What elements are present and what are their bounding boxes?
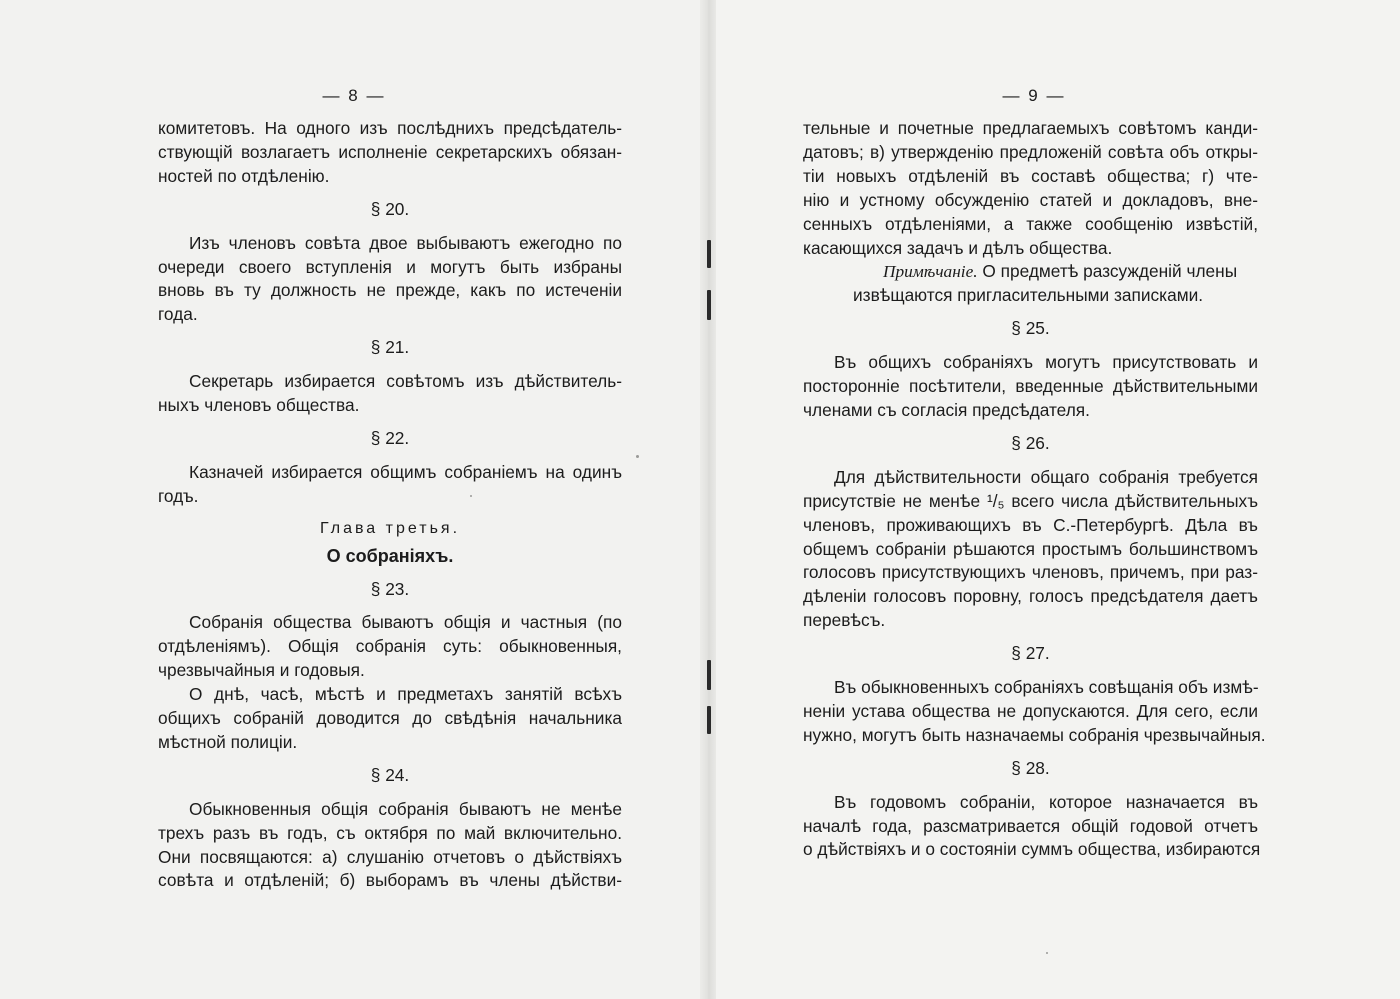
- text-line: Секретарь избирается совѣтомъ изъ дѣйствитель-: [189, 371, 622, 392]
- page-text: [803, 117, 1266, 862]
- text-line: дѣленіи голосовъ поровну, голосъ предсѣдателя даетъ: [803, 586, 1258, 607]
- staple-mark: [707, 706, 711, 734]
- text-line: началѣ года, разсматривается общій годовой отчетъ: [803, 815, 1258, 836]
- text-line: ныхъ членовъ общества.: [158, 395, 360, 416]
- text-line: о дѣйствіяхъ и о состояніи суммъ общества, избираются: [803, 839, 1261, 860]
- text-line: касающихся задачъ и дѣлъ общества.: [803, 237, 1113, 258]
- text-line: перевѣсъ.: [803, 610, 886, 631]
- text-line: членами съ согласія предсѣдателя.: [803, 399, 1090, 420]
- text-line: нужно, могутъ быть назначаемы собранія чрезвычайныя.: [803, 724, 1266, 745]
- note-line: [803, 260, 1258, 284]
- text-line: сенныхъ отдѣленіями, а также сообщенію извѣстій,: [803, 213, 1258, 234]
- text-line: отдѣленіямъ). Общія собранія суть: обыкновенныя,: [158, 636, 622, 657]
- staple-mark: [707, 290, 711, 320]
- text-line: Они посвящаются: а) слушанію отчетовъ о дѣйствіяхъ: [158, 846, 622, 867]
- text-line: совѣта и отдѣленій; б) выборамъ въ члены дѣйстви-: [158, 870, 622, 891]
- page-text: [158, 117, 622, 893]
- text-line: общемъ собраніи рѣшаются простымъ большинствомъ: [803, 538, 1258, 559]
- text-line: нію и устному обсужденію статей и докладовъ, вне-: [803, 189, 1258, 210]
- text-line: датовъ; в) утвержденію предложеній совѣта объ откры-: [803, 141, 1258, 162]
- section-heading: § 21.: [370, 337, 410, 358]
- paper-speck: [470, 495, 472, 497]
- section-heading: § 28.: [1011, 757, 1050, 778]
- page-number: — 8 —: [322, 86, 386, 105]
- text-line: неніи устава общества не допускаются. Для сего, если: [803, 700, 1258, 721]
- section-heading: § 27.: [1011, 643, 1050, 664]
- note-label: Примѣчаніе.: [883, 262, 978, 282]
- section-heading: § 25.: [1011, 318, 1050, 339]
- text-line: Изъ членовъ совѣта двое выбываютъ ежегодно по: [189, 232, 622, 253]
- note-line: извѣщаются пригласительными записками.: [853, 285, 1204, 306]
- text-line: ствующій возлагаетъ исполненіе секретарскихъ обязан-: [158, 141, 622, 162]
- text-line: присутствіе не менѣе ¹/₅ всего числа дѣйствительныхъ: [803, 490, 1258, 511]
- chapter-title: О собраніяхъ.: [326, 545, 454, 566]
- text-line: года.: [158, 304, 198, 325]
- text-line: членовъ, проживающихъ въ С.-Петербургѣ. Дѣла въ: [803, 514, 1258, 535]
- section-heading: § 23.: [370, 578, 410, 599]
- right-page: [708, 0, 1400, 999]
- text-line: ностей по отдѣленію.: [158, 165, 330, 186]
- text-line: голосовъ присутствующихъ членовъ, причемъ, при раз-: [803, 562, 1258, 583]
- chapter-heading: Глава третья.: [319, 519, 461, 537]
- text-line: чрезвычайныя и годовыя.: [158, 660, 365, 681]
- staple-mark: [707, 660, 711, 690]
- text-line: комитетовъ. На одного изъ послѣднихъ предсѣдатель-: [158, 118, 622, 138]
- text-line: Обыкновенныя общія собранія бываютъ не менѣе: [189, 798, 622, 819]
- paper-speck: [1046, 952, 1048, 954]
- text-line: общихъ собраній доводится до свѣдѣнія начальника: [158, 708, 622, 729]
- section-heading: § 24.: [370, 764, 410, 785]
- text-line: очереди своего вступленія и могутъ быть избраны: [158, 256, 622, 277]
- text-line: вновь въ ту должность не прежде, какъ по истеченіи: [158, 280, 622, 301]
- text-line: тельные и почетные предлагаемыхъ совѣтомъ канди-: [803, 118, 1258, 138]
- text-line: Въ годовомъ собраніи, которое назначается въ: [834, 791, 1258, 812]
- paper-speck: [636, 455, 639, 458]
- text-line: О днѣ, часѣ, мѣстѣ и предметахъ занятій всѣхъ: [189, 684, 622, 705]
- text-line: трехъ разъ въ годъ, съ октября по май включительно.: [158, 822, 622, 843]
- section-heading: § 22.: [370, 427, 410, 448]
- text-line: мѣстной полиціи.: [158, 731, 298, 752]
- text-line: тіи новыхъ отдѣленій въ составѣ общества; г) чте-: [803, 165, 1258, 186]
- section-heading: § 20.: [370, 198, 410, 219]
- text-line: Въ обыкновенныхъ собраніяхъ совѣщанія объ измѣ-: [834, 677, 1259, 698]
- section-heading: § 26.: [1011, 432, 1050, 453]
- book-gutter: [700, 0, 716, 999]
- note-text: О предметѣ разсужденій члены: [977, 261, 1238, 282]
- page-number: — 9 —: [1002, 86, 1066, 105]
- text-line: годъ.: [158, 485, 199, 506]
- text-line: Казначей избирается общимъ собраніемъ на одинъ: [189, 461, 622, 482]
- text-line: Собранія общества бываютъ общія и частныя (по: [189, 612, 622, 633]
- staple-mark: [707, 240, 711, 268]
- text-line: посторонніе посѣтители, введенные дѣйствительными: [803, 376, 1258, 397]
- text-line: Въ общихъ собраніяхъ могутъ присутствовать и: [834, 352, 1258, 373]
- text-line: Для дѣйствительности общаго собранія требуется: [834, 466, 1258, 487]
